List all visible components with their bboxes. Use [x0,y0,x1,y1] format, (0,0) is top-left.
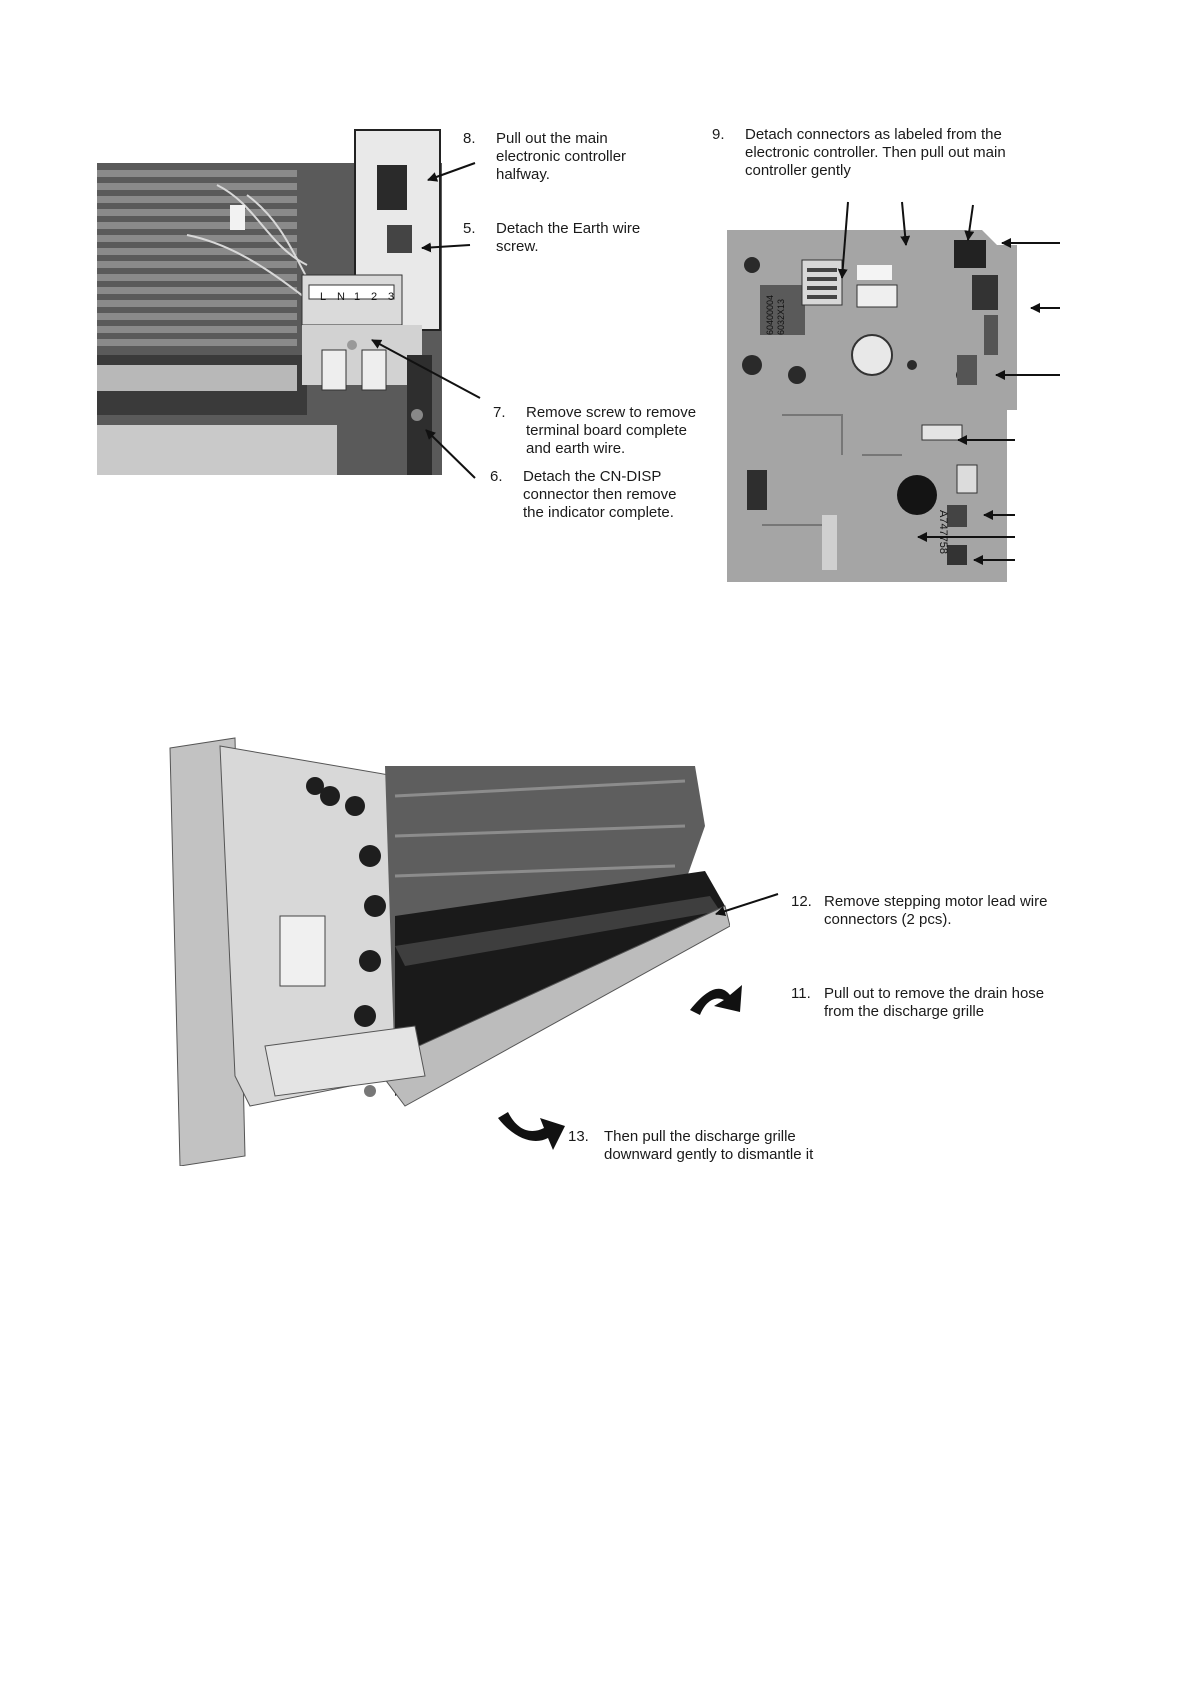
step-7 [493,404,713,464]
step-12 [791,893,1091,933]
step-7-number: 7. [493,404,506,421]
terminal-label-3: 3 [388,291,395,303]
step-11 [791,985,1091,1025]
indoor-unit-control-box-photo [97,125,455,475]
discharge-grille-unit-photo [165,736,730,1166]
step-9 [712,126,1052,186]
terminal-label-2: 2 [371,291,378,303]
step-13-text: Then pull the discharge grille downward gently to dismantle it [604,1128,814,1163]
step-5-number: 5. [463,220,476,237]
step-8 [463,130,683,190]
step-6-number: 6. [490,468,503,485]
pcb-marking-2: 6032X13 [776,298,786,335]
step-9-text: Detach connectors as labeled from the electronic controller. Then pull out main controller gently [745,126,1006,179]
step-5 [463,220,683,260]
step-6-text: Detach the CN-DISP connector then remove the indicator complete. [523,468,677,521]
pcb-code: A747758 [937,510,949,555]
step-9-number: 9. [712,126,725,143]
step-11-text: Pull out to remove the drain hose from the discharge grille [824,985,1045,1020]
step-12-number: 12. [791,893,812,910]
pcb-controller-photo [722,225,1027,582]
terminal-label-n: N [337,291,345,303]
step-11-number: 11. [791,985,811,1002]
step-7-text: Remove screw to remove terminal board complete and earth wire. [526,404,697,457]
step-6 [490,468,710,528]
step-13 [568,1128,848,1168]
pcb-marking-1: 60400004 [765,294,775,335]
step-5-text: Detach the Earth wire screw. [496,220,641,255]
step-8-number: 8. [463,130,476,147]
step-12-text: Remove stepping motor lead wire connectors (2 pcs). [824,893,1048,928]
terminal-label-l: L [320,291,327,303]
terminal-label-1: 1 [354,291,361,303]
step-13-number: 13. [568,1128,589,1145]
step-8-text: Pull out the main electronic controller halfway. [496,130,627,183]
